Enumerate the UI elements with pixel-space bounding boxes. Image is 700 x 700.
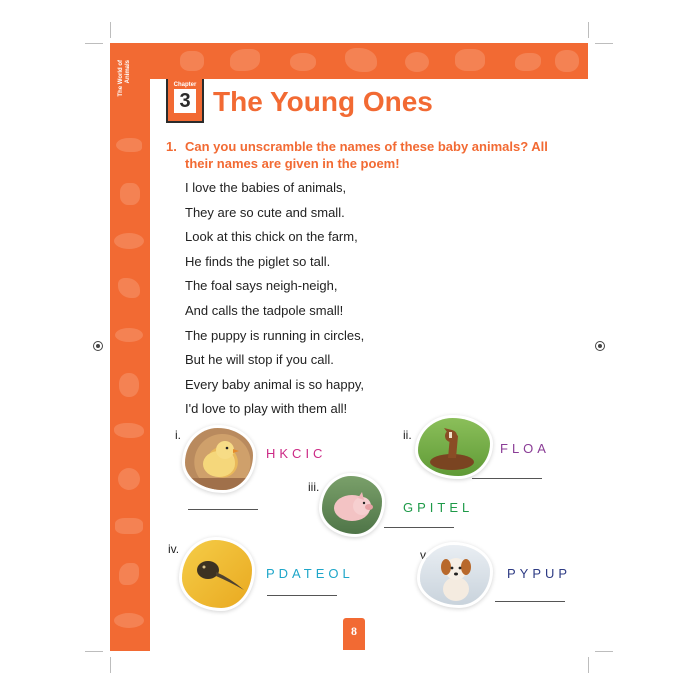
animal-silhouette-icon bbox=[290, 53, 316, 71]
chick-photo bbox=[185, 428, 253, 490]
question-text: Can you unscramble the names of these baby animals? All their names are given in the poem! bbox=[185, 139, 548, 171]
foal-icon bbox=[418, 418, 490, 476]
crop-mark bbox=[110, 22, 111, 38]
crop-mark bbox=[85, 651, 103, 652]
puppy-photo bbox=[420, 545, 490, 605]
animal-silhouette-icon bbox=[115, 518, 143, 534]
animal-silhouette-icon bbox=[118, 468, 140, 490]
piglet-icon bbox=[322, 476, 382, 534]
chapter-badge bbox=[166, 79, 204, 123]
answer-line bbox=[472, 478, 542, 479]
poem-line: Every baby animal is so happy, bbox=[185, 376, 364, 392]
scrambled-word: FLOA bbox=[500, 441, 550, 456]
animal-silhouette-icon bbox=[405, 52, 429, 72]
sidebar-band bbox=[110, 43, 150, 651]
chapter-number: 3 bbox=[174, 89, 196, 113]
series-label-line: Animals bbox=[125, 60, 131, 84]
tadpole-icon bbox=[182, 540, 252, 608]
poem-line: I love the babies of animals, bbox=[185, 180, 347, 195]
poem-line: The puppy is running in circles, bbox=[185, 327, 365, 343]
chapter-word: Chapter bbox=[173, 82, 197, 88]
page-title: The Young Ones bbox=[213, 86, 433, 117]
poem-line: Look at this chick on the farm, bbox=[185, 229, 358, 245]
series-label bbox=[118, 60, 132, 120]
answer-line bbox=[267, 595, 337, 596]
chick-icon bbox=[185, 428, 253, 490]
poem-line: I'd love to play with them all! bbox=[185, 401, 348, 417]
tadpole-photo bbox=[182, 540, 252, 608]
answer-line bbox=[384, 527, 454, 528]
animal-silhouette-icon bbox=[119, 563, 139, 585]
scrambled-word: HKCIC bbox=[266, 446, 327, 461]
answer-line bbox=[188, 509, 258, 510]
crop-mark bbox=[595, 651, 613, 652]
animal-silhouette-icon bbox=[555, 50, 579, 72]
crop-mark bbox=[595, 43, 613, 44]
exercise-label: iv. bbox=[168, 542, 180, 556]
scrambled-word: PDATEOL bbox=[266, 566, 354, 581]
animal-silhouette-icon bbox=[115, 328, 143, 342]
scrambled-word: PYPUP bbox=[507, 566, 572, 581]
animal-silhouette-icon bbox=[345, 48, 377, 72]
foal-photo bbox=[418, 418, 490, 476]
question-number: 1. bbox=[166, 139, 177, 154]
animal-silhouette-icon bbox=[116, 138, 142, 152]
animal-silhouette-icon bbox=[118, 278, 140, 298]
exercise-label: v. bbox=[420, 548, 429, 562]
piglet-photo bbox=[322, 476, 382, 534]
crop-mark bbox=[588, 22, 589, 38]
registration-mark-icon bbox=[595, 341, 605, 351]
animal-silhouette-icon bbox=[230, 49, 260, 71]
animal-silhouette-icon bbox=[455, 49, 485, 71]
header-band bbox=[150, 43, 588, 79]
poem-line: But he will stop if you call. bbox=[185, 352, 334, 368]
animal-silhouette-icon bbox=[114, 613, 144, 628]
poem bbox=[185, 176, 364, 422]
answer-line bbox=[495, 601, 565, 602]
animal-silhouette-icon bbox=[120, 183, 140, 205]
animal-silhouette-icon bbox=[515, 53, 541, 71]
exercise-label: iii. bbox=[308, 480, 320, 494]
poem-line: They are so cute and small. bbox=[185, 204, 345, 220]
page-number: 8 bbox=[343, 618, 365, 650]
poem-line: He finds the piglet so tall. bbox=[185, 253, 331, 269]
animal-silhouette-icon bbox=[119, 373, 139, 397]
poem-line: And calls the tadpole small! bbox=[185, 302, 344, 318]
exercise-label: ii. bbox=[403, 428, 412, 442]
animal-silhouette-icon bbox=[114, 233, 144, 249]
animal-silhouette-icon bbox=[114, 423, 144, 438]
animal-silhouette-icon bbox=[180, 51, 204, 71]
crop-mark bbox=[588, 657, 589, 673]
crop-mark bbox=[85, 43, 103, 44]
series-label-line: The World of bbox=[118, 60, 124, 97]
poem-line: The foal says neigh-neigh, bbox=[185, 278, 338, 294]
exercise-label: i. bbox=[175, 428, 181, 442]
registration-mark-icon bbox=[93, 341, 103, 351]
crop-mark bbox=[110, 657, 111, 673]
puppy-icon bbox=[420, 545, 490, 605]
scrambled-word: GPITEL bbox=[403, 500, 474, 515]
